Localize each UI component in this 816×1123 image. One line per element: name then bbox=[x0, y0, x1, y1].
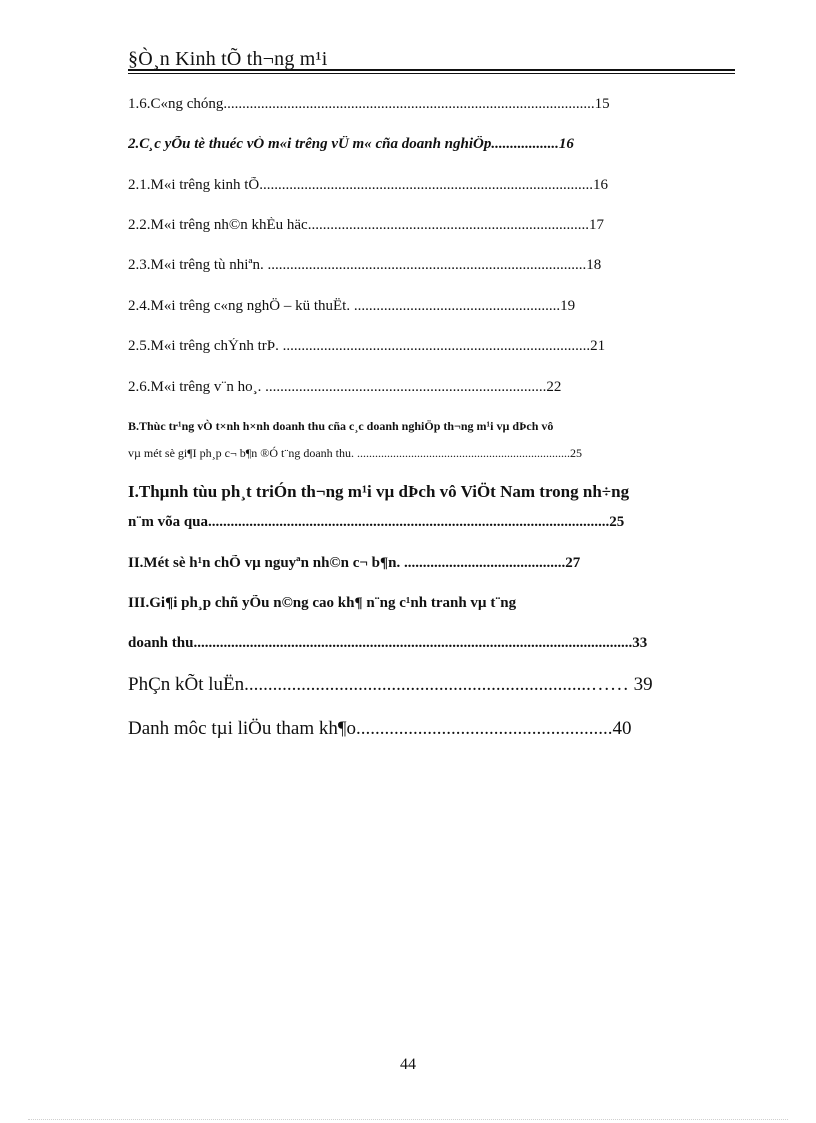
toc-entry: 2.1.M«i trêng kinh tÕ.........................................................................................16 bbox=[128, 177, 608, 193]
toc-entry: vµ mét sè gi¶I ph¸p c¬ b¶n ®Ó t¨ng doanh thu. .......................................................................25 bbox=[128, 446, 582, 460]
page-bottom-divider bbox=[28, 1119, 788, 1120]
toc-entry: 2.3.M«i trêng tù nhiªn. .....................................................................................18 bbox=[128, 257, 602, 273]
toc-entry: II.Mét sè h¹n chÕ vµ nguyªn nh©n c¬ b¶n. ...........................................27 bbox=[128, 555, 581, 571]
running-header: §Ò¸n Kinh tÕ th¬ng m¹i bbox=[128, 48, 328, 70]
toc-entry: B.Thùc tr¹ng vÒ t×nh h×nh doanh thu cña c¸c doanh nghiÖp th¬ng m¹i vµ dÞch vô bbox=[128, 419, 554, 433]
toc-entry: 2.2.M«i trêng nh©n khÈu häc...........................................................................17 bbox=[128, 217, 604, 233]
toc-entry: 2.4.M«i trêng c«ng nghÖ – kü thuËt. .......................................................19 bbox=[128, 298, 576, 314]
toc-entry: 2.6.M«i trêng v¨n ho¸. ...........................................................................22 bbox=[128, 379, 562, 395]
toc-entry: I.Thµnh tùu ph¸t triÓn th¬ng m¹i vµ dÞch vô ViÖt Nam trong nh÷ng bbox=[128, 482, 630, 501]
toc-entry: doanh thu.....................................................................................................................33 bbox=[128, 635, 648, 651]
header-rule-thick bbox=[128, 69, 735, 71]
toc-entry: 2.C¸c yÕu tè thuéc vÒ m«i trêng vÜ m« cña doanh nghiÖp..................16 bbox=[128, 136, 574, 152]
toc-entry: 2.5.M«i trêng chÝnh trÞ. ..................................................................................21 bbox=[128, 338, 606, 354]
toc-entry: 1.6.C«ng chóng...................................................................................................15 bbox=[128, 96, 610, 112]
toc-entry: III.Gi¶i ph¸p chñ yÕu n©ng cao kh¶ n¨ng c¹nh tranh vµ t¨ng bbox=[128, 595, 517, 611]
toc-entry: Danh môc tµi liÖu tham kh¶o......................................................40 bbox=[128, 718, 632, 739]
toc-entry: PhÇn kÕt luËn.........................................................................…… 39 bbox=[128, 674, 653, 695]
page-number: 44 bbox=[400, 1056, 416, 1073]
toc-entry: n¨m võa qua...........................................................................................................25 bbox=[128, 514, 625, 530]
header-rule-thin bbox=[128, 73, 735, 74]
